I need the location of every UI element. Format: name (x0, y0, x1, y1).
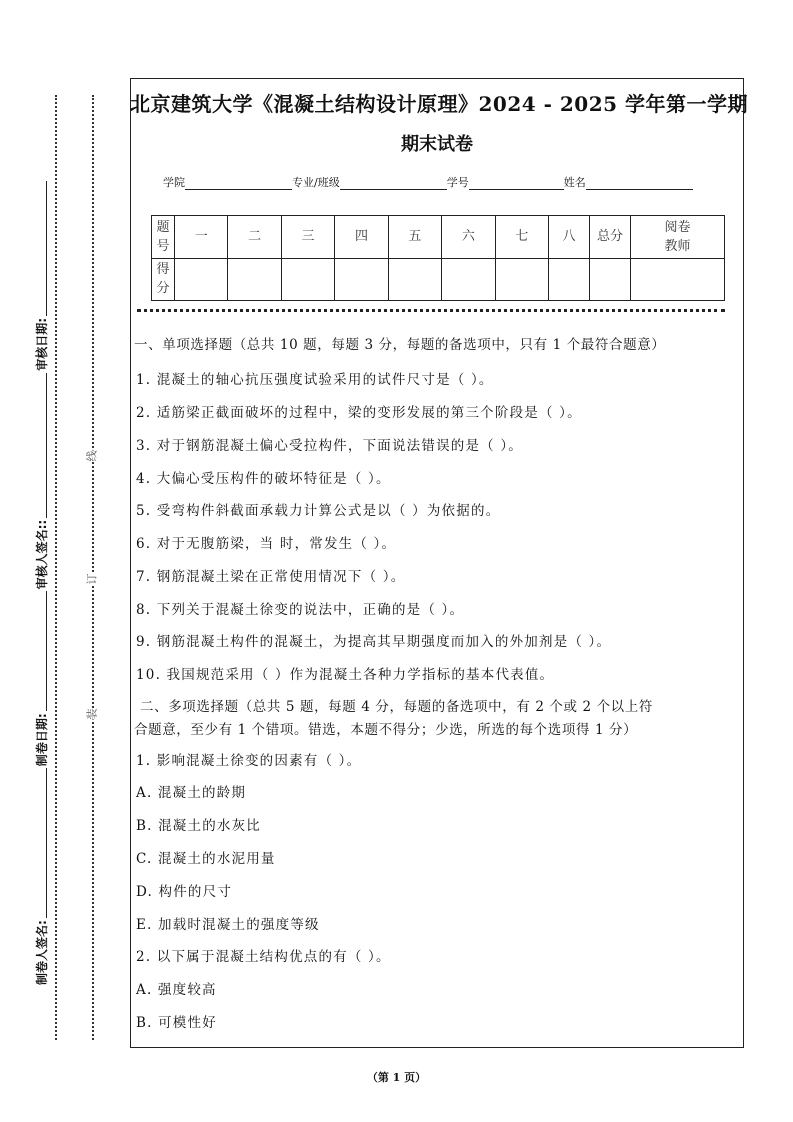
score-cell[interactable] (549, 258, 590, 301)
option-item: B. 可模性好 (136, 1015, 217, 1031)
exam-subtitle: 期末试卷 (401, 134, 473, 155)
question-item: 4. 大偏心受压构件的破坏特征是（ ）。 (136, 471, 391, 487)
column-header: 七 (495, 216, 548, 259)
question-item: 10. 我国规范采用（ ）作为混凝土各种力学指标的基本代表值。 (136, 667, 555, 683)
preparer-date-line (36, 591, 47, 711)
major-class-label: 专业/班级 (292, 176, 340, 189)
score-table (151, 215, 725, 301)
column-header: 三 (281, 216, 334, 259)
preparer-signature-label: 制卷人签名: (34, 920, 49, 985)
option-item: B. 混凝土的水灰比 (136, 818, 262, 834)
question-item: 6. 对于无腹筋梁，当 时，常发生（ ）。 (136, 536, 397, 552)
review-date-label: 审核日期: (34, 317, 49, 371)
reviewer-signature-line (36, 373, 47, 518)
binding-dotted-line (92, 95, 94, 1040)
option-item: A. 混凝土的龄期 (136, 785, 247, 801)
option-item: C. 混凝土的水泥用量 (136, 851, 276, 867)
option-item: D. 构件的尺寸 (136, 884, 233, 900)
table-row (152, 258, 725, 301)
major-class-field[interactable] (340, 177, 447, 190)
score-cell[interactable] (442, 258, 495, 301)
score-cell[interactable] (175, 258, 228, 301)
question-item: 9. 钢筋混凝土构件的混凝土，为提高其早期强度而加入的外加剂是（ ）。 (136, 634, 612, 650)
column-header: 阅卷教师 (631, 216, 725, 259)
section2-heading-line1: 二、多项选择题（总共 5 题，每题 4 分，每题的备选项中，有 2 个或 2 个以上符 (140, 699, 653, 715)
section2-heading-line2: 合题意，至少有 1 个错项。错选，本题不得分；少选，所选的每个选项得 1 分） (134, 722, 638, 738)
binding-mark-xian: 线 (85, 450, 99, 462)
question-item: 2. 适筋梁正截面破坏的过程中，梁的变形发展的第三个阶段是（ ）。 (136, 405, 582, 421)
binding-mark-ding: 订 (85, 573, 99, 585)
dotted-divider (137, 309, 725, 312)
name-label: 姓名 (563, 176, 586, 189)
table-row (152, 216, 725, 259)
college-label: 学院 (163, 176, 185, 189)
review-date-line (36, 181, 47, 316)
student-info-row (163, 174, 693, 190)
column-header: 一 (175, 216, 228, 259)
option-item: A. 强度较高 (136, 982, 217, 998)
score-cell[interactable] (228, 258, 281, 301)
student-id-label: 学号 (446, 176, 469, 189)
score-cell[interactable] (590, 258, 631, 301)
column-header: 五 (388, 216, 441, 259)
row-label-question-number: 题号 (152, 216, 175, 259)
score-cell[interactable] (495, 258, 548, 301)
reviewer-signature-label: 审核人签名:: (34, 519, 49, 590)
preparer-date-label: 制卷日期: (34, 713, 49, 767)
preparer-signature-line (36, 768, 47, 918)
question-item: 7. 钢筋混凝土梁在正常使用情况下（ ）。 (136, 569, 406, 585)
college-field[interactable] (185, 177, 292, 190)
question-item: 2. 以下属于混凝土结构优点的有（ ）。 (136, 949, 391, 965)
score-cell[interactable] (631, 258, 725, 301)
score-cell[interactable] (335, 258, 388, 301)
question-item: 1. 混凝土的轴心抗压强度试验采用的试件尺寸是（ ）。 (136, 372, 494, 388)
margin-dotted-line (55, 95, 57, 1040)
name-field[interactable] (586, 177, 693, 190)
row-label-score: 得分 (152, 258, 175, 301)
page-number: （第 1 页） (366, 1071, 427, 1084)
column-header: 总分 (590, 216, 631, 259)
score-cell[interactable] (388, 258, 441, 301)
signature-margin (32, 90, 50, 1040)
column-header: 二 (228, 216, 281, 259)
exam-title: 北京建筑大学《混凝土结构设计原理》2024 - 2025 学年第一学期 (130, 92, 749, 116)
option-item: E. 加载时混凝土的强度等级 (136, 917, 320, 933)
column-header: 四 (335, 216, 388, 259)
question-item: 8. 下列关于混凝土徐变的说法中，正确的是（ ）。 (136, 602, 465, 618)
score-cell[interactable] (281, 258, 334, 301)
question-item: 1. 影响混凝土徐变的因素有（ ）。 (136, 753, 362, 769)
student-id-field[interactable] (469, 177, 564, 190)
section1-heading: 一、单项选择题（总共 10 题，每题 3 分，每题的备选项中，只有 1 个最符合题意） (134, 337, 666, 353)
column-header: 六 (442, 216, 495, 259)
question-item: 5. 受弯构件斜截面承载力计算公式是以（ ）为依据的。 (136, 503, 501, 519)
column-header: 八 (549, 216, 590, 259)
binding-mark-zhuang: 装 (85, 708, 99, 720)
question-item: 3. 对于钢筋混凝土偏心受拉构件，下面说法错误的是（ ）。 (136, 438, 524, 454)
